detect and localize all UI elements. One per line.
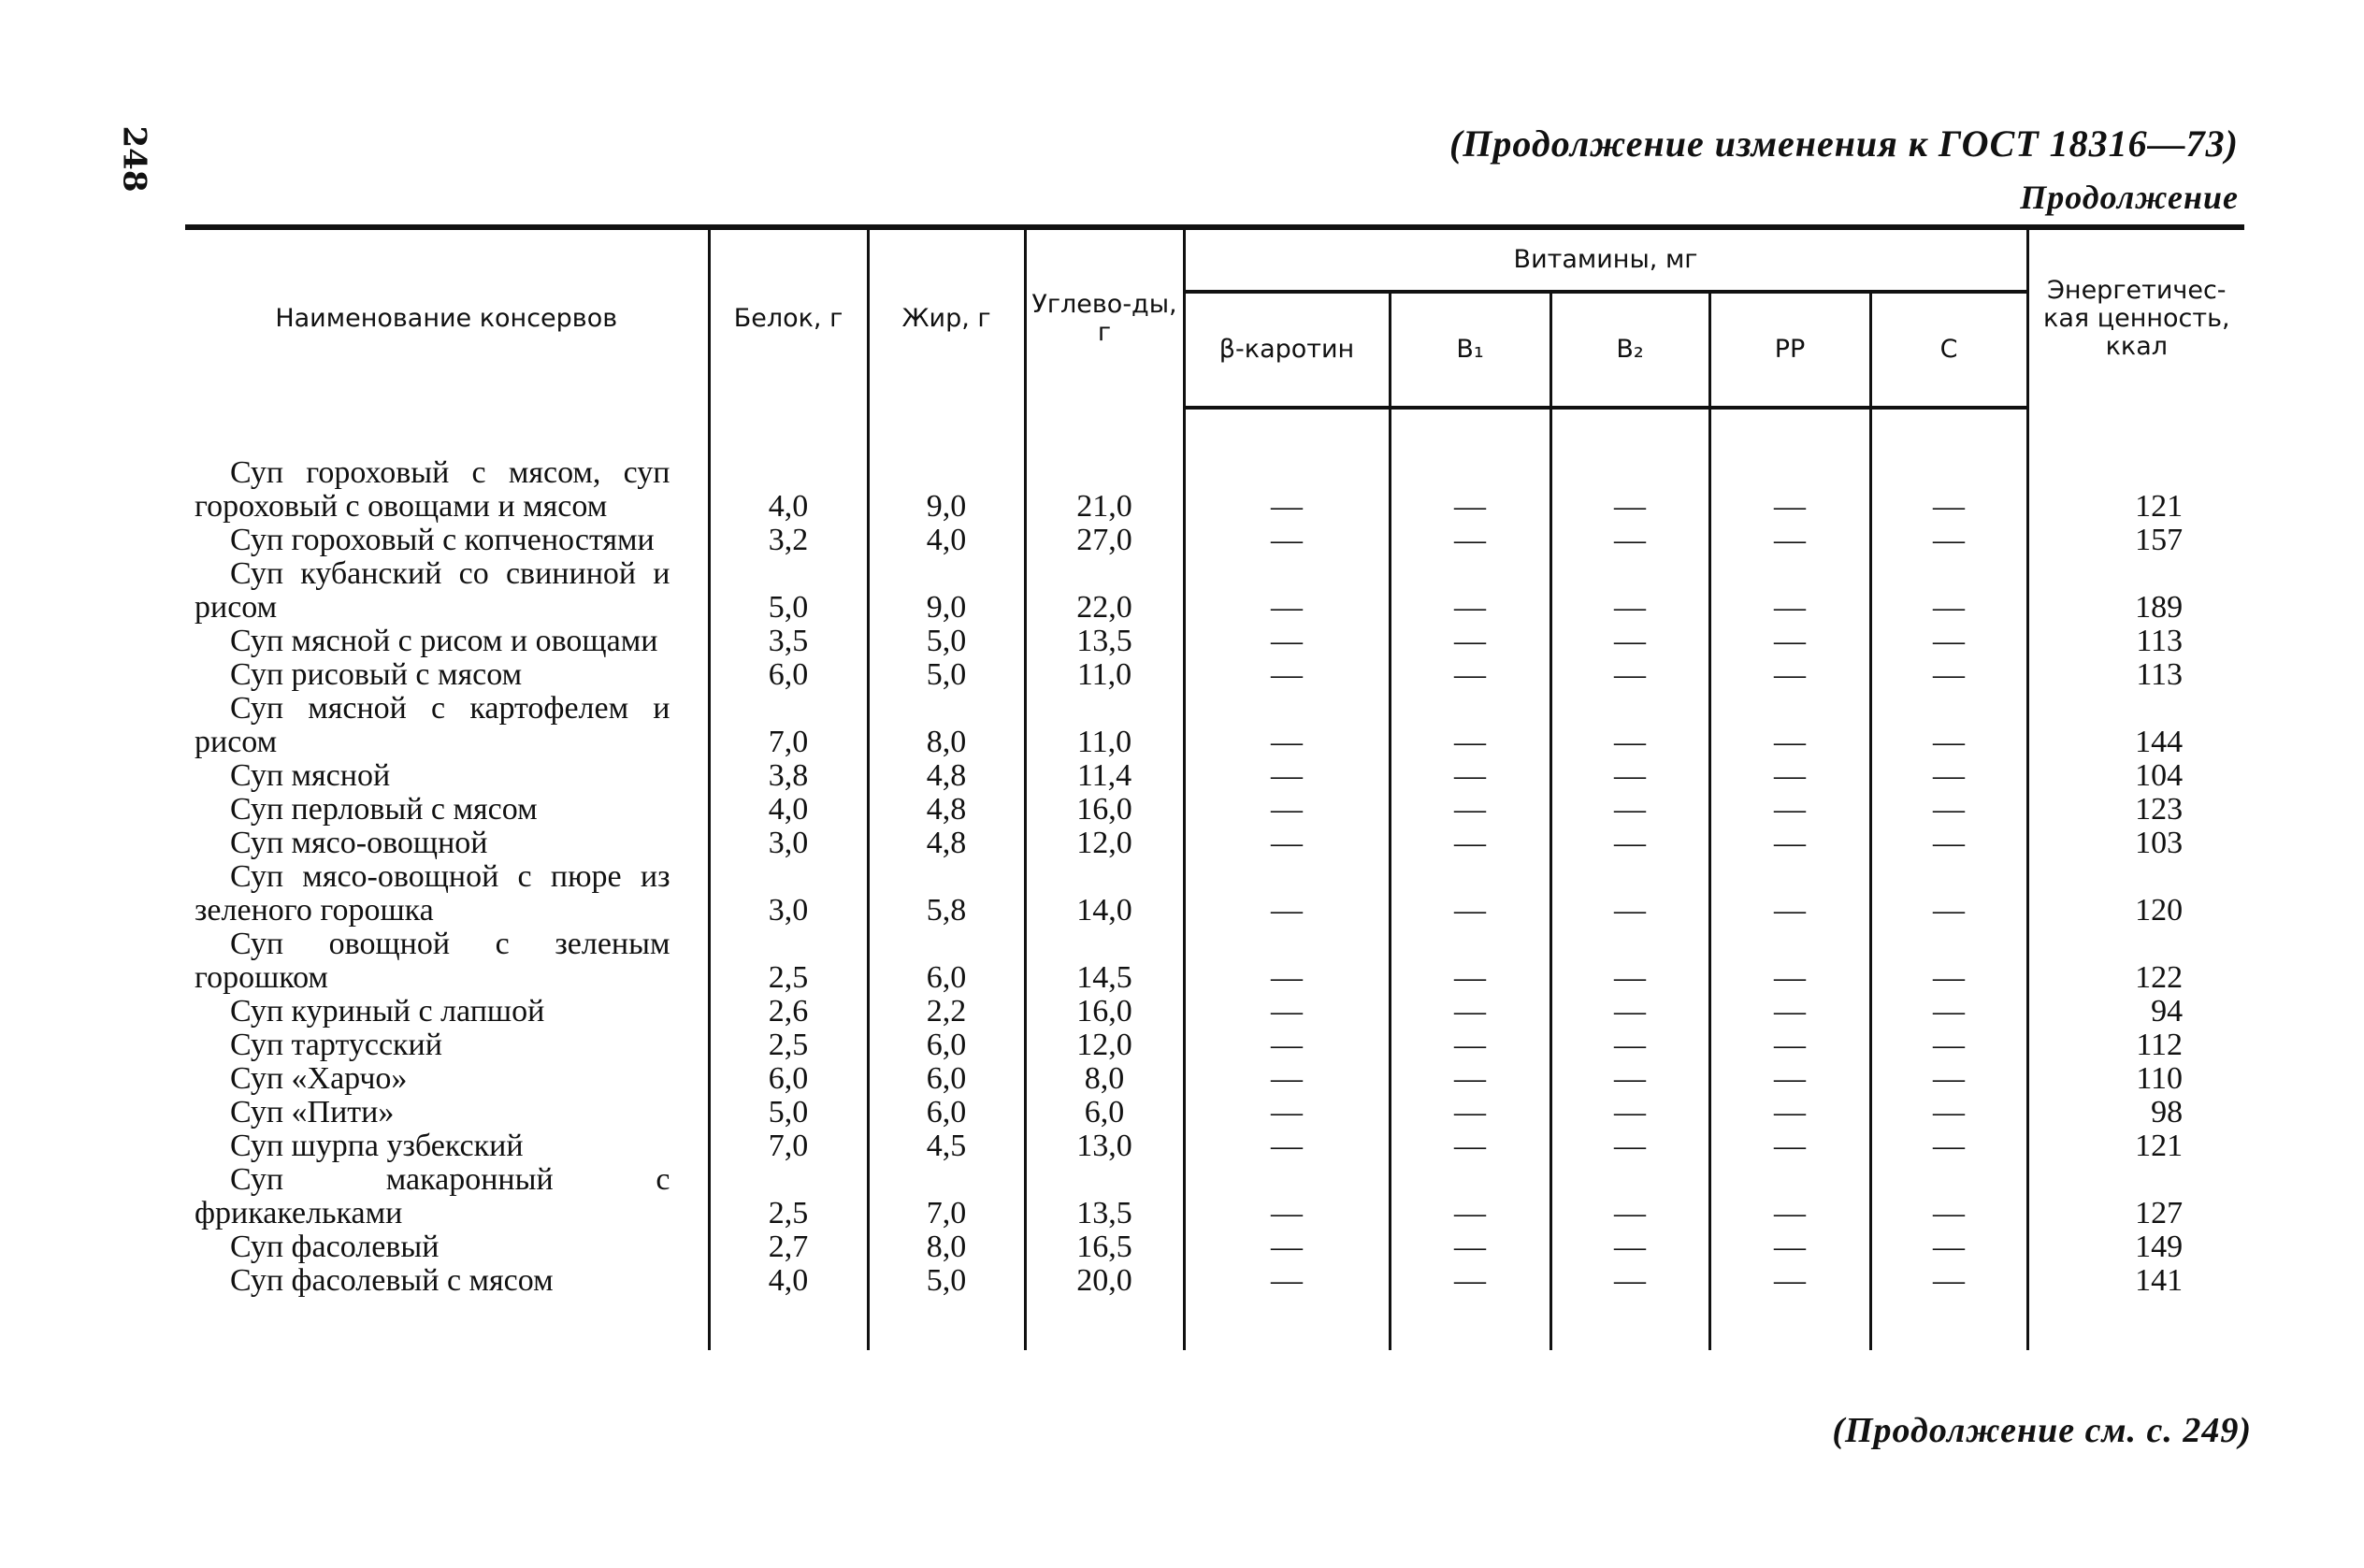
cell-energy: 121 — [2027, 456, 2244, 524]
cell-c: — — [1870, 625, 2027, 658]
cell-fat: 6,0 — [868, 928, 1025, 995]
product-name: Суп перловый с мясом — [230, 792, 538, 827]
cell-b1: — — [1390, 524, 1550, 557]
header-b2: B₂ — [1550, 292, 1709, 408]
cell-b1: — — [1390, 1264, 1550, 1298]
table-row — [185, 759, 2244, 793]
header-fat: Жир, г — [868, 227, 1025, 408]
cell-beta-carotene: — — [1184, 1029, 1390, 1062]
cell-energy: 121 — [2027, 1129, 2244, 1163]
header-vitamins-group: Витамины, мг — [1184, 227, 2027, 292]
cell-beta-carotene: — — [1184, 1163, 1390, 1230]
cell-energy: 112 — [2027, 1029, 2244, 1062]
cell-carbs: 12,0 — [1025, 1029, 1184, 1062]
cell-name — [185, 928, 709, 995]
header-pp: РР — [1709, 292, 1870, 408]
cell-beta-carotene: — — [1184, 793, 1390, 827]
cell-c: — — [1870, 1163, 2027, 1230]
product-name: Суп мясной с рисом и овощами — [230, 624, 658, 658]
cell-energy: 144 — [2027, 692, 2244, 759]
cell-carbs: 13,5 — [1025, 1163, 1184, 1230]
cell-carbs: 20,0 — [1025, 1264, 1184, 1298]
cell-energy: 141 — [2027, 1264, 2244, 1298]
cell-c: — — [1870, 1096, 2027, 1129]
cell-protein: 3,8 — [709, 759, 868, 793]
table-row — [185, 860, 2244, 928]
cell-fat: 7,0 — [868, 1163, 1025, 1230]
cell-pp: — — [1709, 759, 1870, 793]
product-name: Суп «Пити» — [230, 1095, 395, 1129]
cell-b1: — — [1390, 759, 1550, 793]
cell-fat: 4,0 — [868, 524, 1025, 557]
product-name: Суп мясной — [230, 758, 391, 793]
cell-fat: 6,0 — [868, 1029, 1025, 1062]
cell-pp: — — [1709, 692, 1870, 759]
table-row — [185, 625, 2244, 658]
cell-b1: — — [1390, 658, 1550, 692]
header-protein: Белок, г — [709, 227, 868, 408]
cell-carbs: 8,0 — [1025, 1062, 1184, 1096]
table-row — [185, 1096, 2244, 1129]
cell-name — [185, 995, 709, 1029]
cell-energy: 189 — [2027, 557, 2244, 625]
table-row — [185, 1163, 2244, 1230]
cell-b2: — — [1550, 827, 1709, 860]
cell-b2: — — [1550, 1230, 1709, 1264]
cell-c: — — [1870, 692, 2027, 759]
cell-protein: 3,0 — [709, 860, 868, 928]
product-name: Суп овощной с зеленым горошком — [195, 927, 670, 995]
cell-c: — — [1870, 928, 2027, 995]
product-name: Суп мясо-овощной с пюре из зеленого горошка — [195, 859, 670, 928]
cell-pp: — — [1709, 625, 1870, 658]
cell-protein: 2,6 — [709, 995, 868, 1029]
header-name: Наименование консервов — [185, 227, 709, 408]
cell-name — [185, 524, 709, 557]
product-name: Суп мясо-овощной — [230, 826, 488, 860]
cell-c: — — [1870, 1062, 2027, 1096]
cell-energy: 94 — [2027, 995, 2244, 1029]
cell-pp: — — [1709, 557, 1870, 625]
table-row — [185, 1230, 2244, 1264]
cell-name — [185, 557, 709, 625]
table-row — [185, 524, 2244, 557]
cell-pp: — — [1709, 456, 1870, 524]
table-spacer-row — [185, 408, 2244, 456]
cell-name — [185, 658, 709, 692]
cell-energy: 98 — [2027, 1096, 2244, 1129]
cell-carbs: 11,4 — [1025, 759, 1184, 793]
page-number: 248 — [115, 125, 153, 193]
cell-carbs: 13,0 — [1025, 1129, 1184, 1163]
cell-beta-carotene: — — [1184, 1062, 1390, 1096]
nutrition-table — [185, 224, 2244, 1350]
cell-c: — — [1870, 793, 2027, 827]
cell-b2: — — [1550, 759, 1709, 793]
cell-fat: 5,0 — [868, 1264, 1025, 1298]
table-row — [185, 1264, 2244, 1298]
cell-beta-carotene: — — [1184, 1129, 1390, 1163]
continuation-label-bottom: (Продолжение см. с. 249) — [1832, 1411, 2252, 1450]
cell-pp: — — [1709, 1062, 1870, 1096]
cell-b2: — — [1550, 625, 1709, 658]
running-head: (Продолжение изменения к ГОСТ 18316—73) — [1449, 122, 2239, 165]
cell-carbs: 6,0 — [1025, 1096, 1184, 1129]
cell-b1: — — [1390, 928, 1550, 995]
cell-energy: 113 — [2027, 658, 2244, 692]
cell-beta-carotene: — — [1184, 692, 1390, 759]
cell-fat: 4,8 — [868, 827, 1025, 860]
cell-b1: — — [1390, 456, 1550, 524]
cell-energy: 113 — [2027, 625, 2244, 658]
cell-carbs: 14,5 — [1025, 928, 1184, 995]
cell-carbs: 22,0 — [1025, 557, 1184, 625]
cell-name — [185, 1163, 709, 1230]
cell-fat: 8,0 — [868, 1230, 1025, 1264]
cell-b2: — — [1550, 557, 1709, 625]
cell-pp: — — [1709, 827, 1870, 860]
cell-c: — — [1870, 456, 2027, 524]
cell-pp: — — [1709, 928, 1870, 995]
cell-energy: 127 — [2027, 1163, 2244, 1230]
cell-pp: — — [1709, 524, 1870, 557]
product-name: Суп гороховый с мясом, суп гороховый с овощами и мясом — [195, 455, 670, 524]
cell-b1: — — [1390, 860, 1550, 928]
cell-protein: 5,0 — [709, 557, 868, 625]
cell-beta-carotene: — — [1184, 1230, 1390, 1264]
table-row — [185, 1062, 2244, 1096]
cell-c: — — [1870, 759, 2027, 793]
table-row — [185, 1129, 2244, 1163]
cell-b1: — — [1390, 1096, 1550, 1129]
cell-energy: 104 — [2027, 759, 2244, 793]
cell-fat: 5,8 — [868, 860, 1025, 928]
cell-beta-carotene: — — [1184, 456, 1390, 524]
cell-b2: — — [1550, 860, 1709, 928]
cell-pp: — — [1709, 793, 1870, 827]
cell-protein: 7,0 — [709, 692, 868, 759]
table-row — [185, 557, 2244, 625]
product-name: Суп куриный с лапшой — [230, 994, 545, 1029]
cell-name — [185, 793, 709, 827]
product-name: Суп гороховый с копченостями — [230, 523, 655, 557]
product-name: Суп фасолевый — [230, 1230, 440, 1264]
cell-protein: 5,0 — [709, 1096, 868, 1129]
cell-fat: 4,5 — [868, 1129, 1025, 1163]
cell-carbs: 16,5 — [1025, 1230, 1184, 1264]
cell-pp: — — [1709, 1264, 1870, 1298]
cell-carbs: 11,0 — [1025, 692, 1184, 759]
cell-c: — — [1870, 524, 2027, 557]
table-tail-row — [185, 1298, 2244, 1350]
cell-beta-carotene: — — [1184, 1096, 1390, 1129]
cell-beta-carotene: — — [1184, 658, 1390, 692]
cell-b2: — — [1550, 793, 1709, 827]
header-b1: B₁ — [1390, 292, 1550, 408]
cell-pp: — — [1709, 860, 1870, 928]
cell-carbs: 11,0 — [1025, 658, 1184, 692]
cell-carbs: 13,5 — [1025, 625, 1184, 658]
table-row — [185, 456, 2244, 524]
cell-protein: 2,5 — [709, 1163, 868, 1230]
cell-b2: — — [1550, 928, 1709, 995]
header-beta-carotene: β-каротин — [1184, 292, 1390, 408]
cell-pp: — — [1709, 1096, 1870, 1129]
cell-protein: 3,0 — [709, 827, 868, 860]
table-body — [185, 408, 2244, 1350]
cell-name — [185, 860, 709, 928]
cell-fat: 4,8 — [868, 793, 1025, 827]
cell-c: — — [1870, 1230, 2027, 1264]
cell-protein: 4,0 — [709, 1264, 868, 1298]
table-row — [185, 995, 2244, 1029]
cell-c: — — [1870, 557, 2027, 625]
cell-c: — — [1870, 827, 2027, 860]
table-row — [185, 928, 2244, 995]
cell-b1: — — [1390, 1163, 1550, 1230]
cell-carbs: 27,0 — [1025, 524, 1184, 557]
header-carbs: Углево-ды, г — [1025, 227, 1184, 408]
cell-protein: 3,2 — [709, 524, 868, 557]
cell-beta-carotene: — — [1184, 1264, 1390, 1298]
table-row — [185, 827, 2244, 860]
product-name: Суп фасолевый с мясом — [230, 1263, 554, 1298]
cell-carbs: 16,0 — [1025, 793, 1184, 827]
cell-b1: — — [1390, 625, 1550, 658]
cell-b2: — — [1550, 1129, 1709, 1163]
table-row — [185, 658, 2244, 692]
cell-protein: 2,5 — [709, 1029, 868, 1062]
cell-protein: 2,7 — [709, 1230, 868, 1264]
cell-b2: — — [1550, 1264, 1709, 1298]
cell-energy: 110 — [2027, 1062, 2244, 1096]
header-energy: Энергетичес-кая ценность, ккал — [2027, 227, 2244, 408]
product-name: Суп макаронный с фрикакельками — [195, 1162, 670, 1230]
cell-pp: — — [1709, 1129, 1870, 1163]
cell-energy: 157 — [2027, 524, 2244, 557]
cell-fat: 9,0 — [868, 557, 1025, 625]
cell-energy: 103 — [2027, 827, 2244, 860]
cell-pp: — — [1709, 1230, 1870, 1264]
cell-fat: 2,2 — [868, 995, 1025, 1029]
table-row — [185, 1029, 2244, 1062]
cell-beta-carotene: — — [1184, 759, 1390, 793]
cell-energy: 120 — [2027, 860, 2244, 928]
cell-protein: 6,0 — [709, 1062, 868, 1096]
cell-energy: 149 — [2027, 1230, 2244, 1264]
cell-name — [185, 625, 709, 658]
cell-b2: — — [1550, 1096, 1709, 1129]
cell-beta-carotene: — — [1184, 557, 1390, 625]
product-name: Суп рисовый с мясом — [230, 657, 523, 692]
cell-carbs: 16,0 — [1025, 995, 1184, 1029]
cell-c: — — [1870, 658, 2027, 692]
cell-fat: 8,0 — [868, 692, 1025, 759]
cell-protein: 4,0 — [709, 456, 868, 524]
cell-c: — — [1870, 995, 2027, 1029]
cell-c: — — [1870, 1129, 2027, 1163]
cell-fat: 6,0 — [868, 1062, 1025, 1096]
cell-b1: — — [1390, 995, 1550, 1029]
cell-b2: — — [1550, 524, 1709, 557]
cell-fat: 5,0 — [868, 658, 1025, 692]
cell-beta-carotene: — — [1184, 827, 1390, 860]
cell-energy: 122 — [2027, 928, 2244, 995]
cell-carbs: 21,0 — [1025, 456, 1184, 524]
cell-b1: — — [1390, 692, 1550, 759]
cell-b1: — — [1390, 1062, 1550, 1096]
cell-name — [185, 692, 709, 759]
cell-name — [185, 1129, 709, 1163]
cell-beta-carotene: — — [1184, 860, 1390, 928]
cell-b2: — — [1550, 1062, 1709, 1096]
cell-carbs: 12,0 — [1025, 827, 1184, 860]
cell-b1: — — [1390, 1029, 1550, 1062]
cell-b2: — — [1550, 1163, 1709, 1230]
product-name: Суп шурпа узбекский — [230, 1129, 524, 1163]
cell-pp: — — [1709, 995, 1870, 1029]
cell-pp: — — [1709, 1163, 1870, 1230]
cell-fat: 4,8 — [868, 759, 1025, 793]
cell-name — [185, 456, 709, 524]
nutrition-table-container — [185, 224, 2244, 1350]
cell-c: — — [1870, 1264, 2027, 1298]
cell-b2: — — [1550, 456, 1709, 524]
cell-protein: 3,5 — [709, 625, 868, 658]
cell-protein: 4,0 — [709, 793, 868, 827]
cell-protein: 6,0 — [709, 658, 868, 692]
product-name: Суп кубанский со свининой и рисом — [195, 556, 670, 625]
cell-b1: — — [1390, 557, 1550, 625]
cell-beta-carotene: — — [1184, 524, 1390, 557]
cell-b2: — — [1550, 1029, 1709, 1062]
cell-b1: — — [1390, 793, 1550, 827]
cell-b2: — — [1550, 995, 1709, 1029]
continuation-label-top: Продолжение — [2020, 179, 2239, 216]
cell-b1: — — [1390, 827, 1550, 860]
header-c: С — [1870, 292, 2027, 408]
cell-carbs: 14,0 — [1025, 860, 1184, 928]
cell-beta-carotene: — — [1184, 625, 1390, 658]
cell-b1: — — [1390, 1129, 1550, 1163]
cell-fat: 6,0 — [868, 1096, 1025, 1129]
cell-name — [185, 1062, 709, 1096]
product-name: Суп мясной с картофелем и рисом — [195, 691, 670, 759]
cell-b2: — — [1550, 692, 1709, 759]
cell-b1: — — [1390, 1230, 1550, 1264]
cell-name — [185, 1029, 709, 1062]
table-row — [185, 793, 2244, 827]
cell-name — [185, 1096, 709, 1129]
cell-energy: 123 — [2027, 793, 2244, 827]
cell-name — [185, 827, 709, 860]
cell-pp: — — [1709, 1029, 1870, 1062]
table-row — [185, 692, 2244, 759]
cell-c: — — [1870, 860, 2027, 928]
cell-pp: — — [1709, 658, 1870, 692]
cell-name — [185, 1264, 709, 1298]
product-name: Суп тартусский — [230, 1028, 442, 1062]
cell-fat: 9,0 — [868, 456, 1025, 524]
cell-beta-carotene: — — [1184, 995, 1390, 1029]
product-name: Суп «Харчо» — [230, 1061, 408, 1096]
cell-beta-carotene: — — [1184, 928, 1390, 995]
cell-fat: 5,0 — [868, 625, 1025, 658]
cell-b2: — — [1550, 658, 1709, 692]
cell-name — [185, 1230, 709, 1264]
cell-protein: 2,5 — [709, 928, 868, 995]
cell-protein: 7,0 — [709, 1129, 868, 1163]
cell-name — [185, 759, 709, 793]
cell-c: — — [1870, 1029, 2027, 1062]
